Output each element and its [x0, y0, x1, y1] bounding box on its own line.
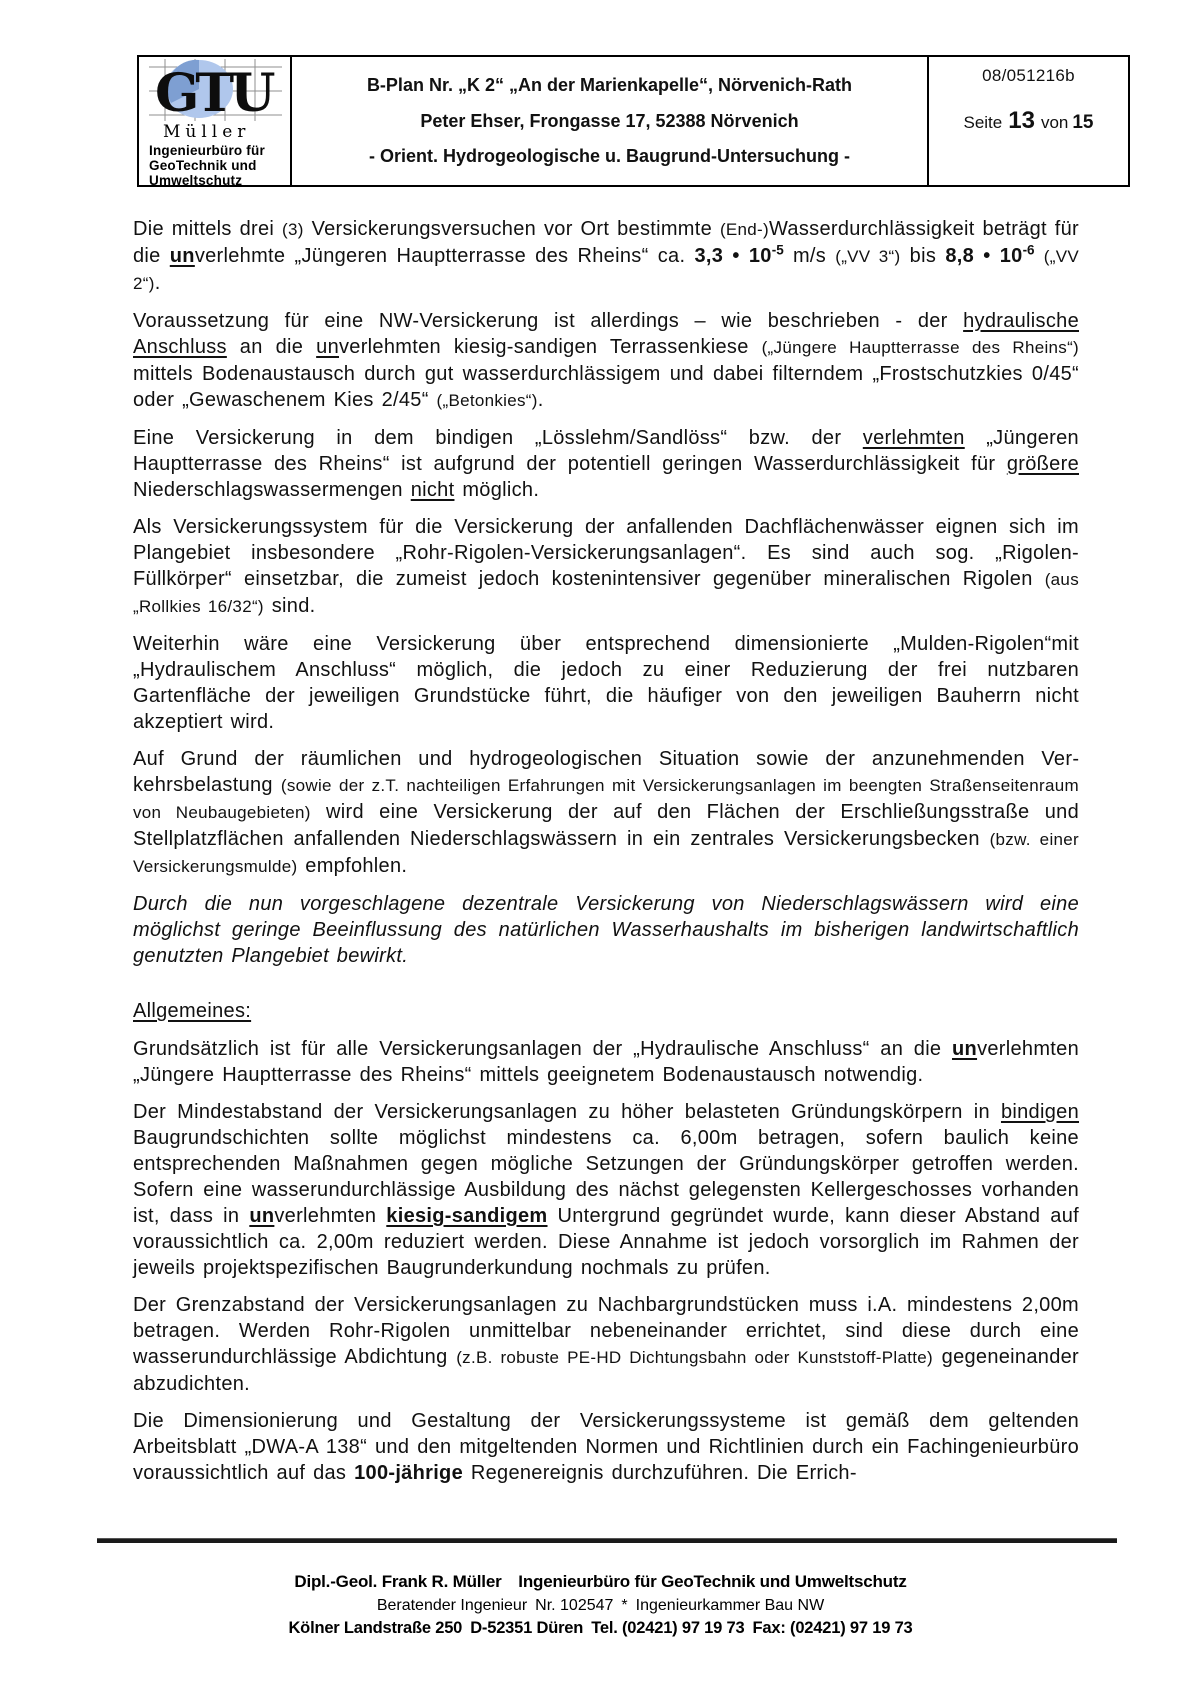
- text-run: Durch die nun vorgeschlagene dezentrale Versickerung von Niederschlagswässern wird eine möglichst geringe Beeinflussung des natürlichen Wasserhaushalts im bisherigen landwirtschaftlich genutzten Plangebiet bewirkt.: [133, 893, 1079, 967]
- text-run: Regenereignis durchzuführen. Die Errich-: [463, 1462, 857, 1484]
- report-type: - Orient. Hydrogeologische u. Baugrund-Untersuchung -: [368, 145, 850, 166]
- paragraph: [133, 308, 1079, 414]
- text-run: nicht: [410, 479, 455, 501]
- text-run: Baugrundschichten sollte möglichst mindestens ca. 6,00m betragen, sofern baulich keine entsprechenden Maßnahmen gegen mögliche Setzungen der Gründungskörper getroffen werden. Sofern eine wasserundurchlässige Ausbildung des nächst gelegensten Kellergeschosses vorhanden ist, dass in: [133, 1127, 1079, 1227]
- text-run: gegeneinander abzudichten.: [133, 1346, 1080, 1395]
- text-run: Wasserdurchlässigkeit beträgt für die: [133, 218, 1079, 267]
- text-run: („VV 3“): [835, 247, 901, 266]
- logo-monogram: GTU: [155, 63, 272, 121]
- paragraph: [133, 746, 1079, 880]
- paragraph: [133, 514, 1079, 620]
- text-run: Grundsätzlich ist für alle Versickerungsanlagen der „Hydraulische Anschluss“ an die: [133, 1038, 953, 1060]
- text-run: an die: [226, 336, 317, 358]
- text-run: -6: [1022, 242, 1035, 258]
- footer-divider: [97, 1538, 1117, 1543]
- text-run: (aus „Rollkies 16/32“): [133, 570, 1079, 616]
- body-paragraphs: [133, 216, 1079, 1497]
- text-run: [1035, 245, 1044, 267]
- text-run: un: [316, 336, 339, 358]
- footer-author-line: Dipl.-Geol. Frank R. Müller Ingenieurbüro für GeoTechnik und Umweltschutz: [294, 1572, 907, 1591]
- logo-subtitle-line2: GeoTechnik und: [149, 158, 257, 173]
- text-run: empfohlen.: [297, 855, 408, 877]
- text-run: bindigen: [1000, 1101, 1079, 1123]
- paragraph: [133, 216, 1079, 297]
- logo-subtitle: [149, 143, 286, 188]
- text-run: bis: [900, 245, 946, 267]
- logo-company-name: Müller: [163, 122, 251, 142]
- text-run: 8,8 • 10: [945, 245, 1023, 267]
- text-run: (bzw. einer Versickerungsmulde): [133, 830, 1079, 876]
- report-header: [137, 55, 1130, 187]
- text-run: (z.B. robuste PE-HD Dichtungsbahn oder Kunststoff-Platte): [456, 1348, 933, 1367]
- text-run: („Betonkies“): [436, 391, 538, 410]
- text-run: Die mittels drei: [133, 218, 283, 240]
- text-run: un: [169, 245, 195, 267]
- paragraph: [133, 1292, 1079, 1397]
- footer-contact-line: Kölner Landstraße 250 D-52351 Düren Tel. (02421) 97 19 73 Fax: (02421) 97 19 73: [288, 1619, 913, 1637]
- text-run: verlehmten kiesig-sandigen Terrassenkiese: [339, 336, 762, 358]
- text-run: .: [537, 389, 544, 411]
- text-run: Niederschlagswassermengen: [133, 479, 411, 501]
- text-run: (3): [282, 220, 304, 239]
- page-info-block: [929, 57, 1128, 185]
- page-of-label: von: [1040, 113, 1069, 132]
- text-run: größere: [1006, 453, 1079, 475]
- logo-subtitle-line3: Umweltschutz: [149, 173, 243, 188]
- text-run: verlehmten: [274, 1205, 387, 1227]
- text-run: m/s: [783, 245, 836, 267]
- page-label: Seite: [963, 113, 1003, 132]
- text-run: Versickerungsversuchen vor Ort bestimmte: [303, 218, 720, 240]
- paragraph: [133, 1036, 1079, 1088]
- text-run: .: [154, 272, 161, 294]
- text-run: un: [249, 1205, 275, 1227]
- text-run: verlehmte „Jüngeren Hauptterrasse des Rheins“ ca.: [194, 245, 695, 267]
- section-heading: [133, 998, 1079, 1024]
- client-address: Peter Ehser, Frongasse 17, 52388 Nörvenich: [420, 110, 799, 131]
- text-run: 3,3 • 10: [694, 245, 772, 267]
- text-run: un: [952, 1038, 978, 1060]
- project-title: B-Plan Nr. „K 2“ „An der Marienkapelle“, Nörvenich-Rath: [366, 75, 853, 96]
- text-run: Untergrund gegründet wurde, kann dieser Abstand auf voraussichtlich ca. 2,00m reduziert werden. Diese Annahme ist jedoch vorsorglich im Rahmen der jeweils projektspezifischen Baugrunderkundung nochmals zu prüfen.: [133, 1205, 1079, 1279]
- page-current: 13: [1008, 107, 1035, 134]
- paragraph: [133, 1099, 1079, 1281]
- text-run: sind.: [263, 595, 316, 617]
- paragraph: [133, 1408, 1079, 1486]
- page-total: 15: [1072, 112, 1094, 133]
- page-indicator: [929, 107, 1128, 135]
- text-run: („Jüngere Hauptterrasse des Rheins“): [761, 338, 1080, 357]
- text-run: „Jüngeren Hauptterrasse des Rheins“ ist aufgrund der potentiell geringen Wasserdurchlässigkeit für: [133, 427, 1079, 475]
- document-number: 08/051216b: [982, 66, 1075, 85]
- text-run: wird eine Versickerung der auf den Flächen der Erschließungsstraße und Stellplatzflächen anfallenden Niederschlagswässern in ein zentrales Versickerungsbecken: [133, 801, 1079, 850]
- text-run: Der Grenzabstand der Versickerungsanlagen zu Nachbargrundstücken muss i.A. mindestens 2,00m betragen. Werden Rohr-Rigolen unmittelbar nebeneinander errichtet, sind diese durch eine wasserundurchlässige Abdichtung: [133, 1294, 1079, 1368]
- text-run: Voraussetzung für eine NW-Versickerung ist allerdings – wie beschrieben - der: [133, 310, 964, 332]
- report-title-block: [292, 57, 929, 185]
- text-run: -5: [771, 242, 784, 258]
- text-run: mittels Bodenaustausch durch gut wasserdurchlässigem und dabei filterndem „Frostschutzkies 0/45“ oder „Gewaschenem Kies 2/45“: [133, 363, 1079, 411]
- text-run: Der Mindestabstand der Versickerungsanlagen zu höher belasteten Gründungskörpern in: [133, 1101, 1001, 1123]
- footer-registration-line: Beratender Ingenieur Nr. 102547 * Ingenieurkammer Bau NW: [376, 1597, 825, 1614]
- text-run: verlehmten „Jüngere Hauptterrasse des Rheins“ mittels geeignetem Bodenaustausch notwendig.: [133, 1038, 1079, 1086]
- text-run: kiesig-sandigem: [386, 1205, 548, 1227]
- logo-subtitle-line1: Ingenieurbüro für: [149, 143, 265, 158]
- text-run: verlehmten: [862, 427, 965, 449]
- text-run: möglich.: [454, 479, 540, 501]
- text-run: hydraulische Anschluss: [133, 310, 1079, 358]
- text-run: (sowie der z.T. nachteiligen Erfahrungen mit Versickerungsanlagen im beengten Straßenseitenraum von Neubaugebieten): [133, 776, 1079, 822]
- text-run: („VV 2“): [133, 247, 1079, 293]
- report-footer: [0, 1572, 1201, 1638]
- text-run: Als Versickerungssystem für die Versickerung der anfallenden Dachflächenwässer eignen sich im Plangebiet insbesondere „Rohr-Rigolen-Versickerungsanlagen“. Es sind auch sog. „Rigolen-Füllkörper“ einsetzbar, die zumeist jedoch kostenintensiver gegenüber mineralischen Rigolen: [133, 516, 1079, 590]
- company-logo: [139, 57, 292, 188]
- paragraph: [133, 425, 1079, 503]
- text-run: Auf Grund der räumlichen und hydrogeologischen Situation sowie der anzunehmenden Verkehrsbelastung: [133, 748, 1079, 796]
- paragraph: [133, 631, 1079, 735]
- text-run: Weiterhin wäre eine Versickerung über entsprechend dimensionierte „Mulden-Rigolen“mit „Hydraulischem Anschluss“ möglich, die jedoch zu einer Reduzierung der frei nutzbaren Gartenfläche der jeweiligen Grundstücke führt, die häufiger von den jeweiligen Bauherrn nicht akzeptiert wird.: [133, 633, 1079, 733]
- text-run: Die Dimensionierung und Gestaltung der Versickerungssysteme ist gemäß dem geltenden Arbeitsblatt „DWA-A 138“ und den mitgeltenden Normen und Richtlinien durch ein Fachingenieurbüro voraussichtlich auf das: [133, 1410, 1079, 1484]
- text-run: Eine Versickerung in dem bindigen „Lösslehm/Sandlöss“ bzw. der: [133, 427, 863, 449]
- paragraph: [133, 891, 1079, 969]
- gtu-logo-graphic: [149, 59, 282, 121]
- text-run: (End-): [719, 220, 769, 239]
- text-run: 100-jährige: [354, 1462, 463, 1484]
- text-run: Allgemeines:: [133, 1000, 252, 1022]
